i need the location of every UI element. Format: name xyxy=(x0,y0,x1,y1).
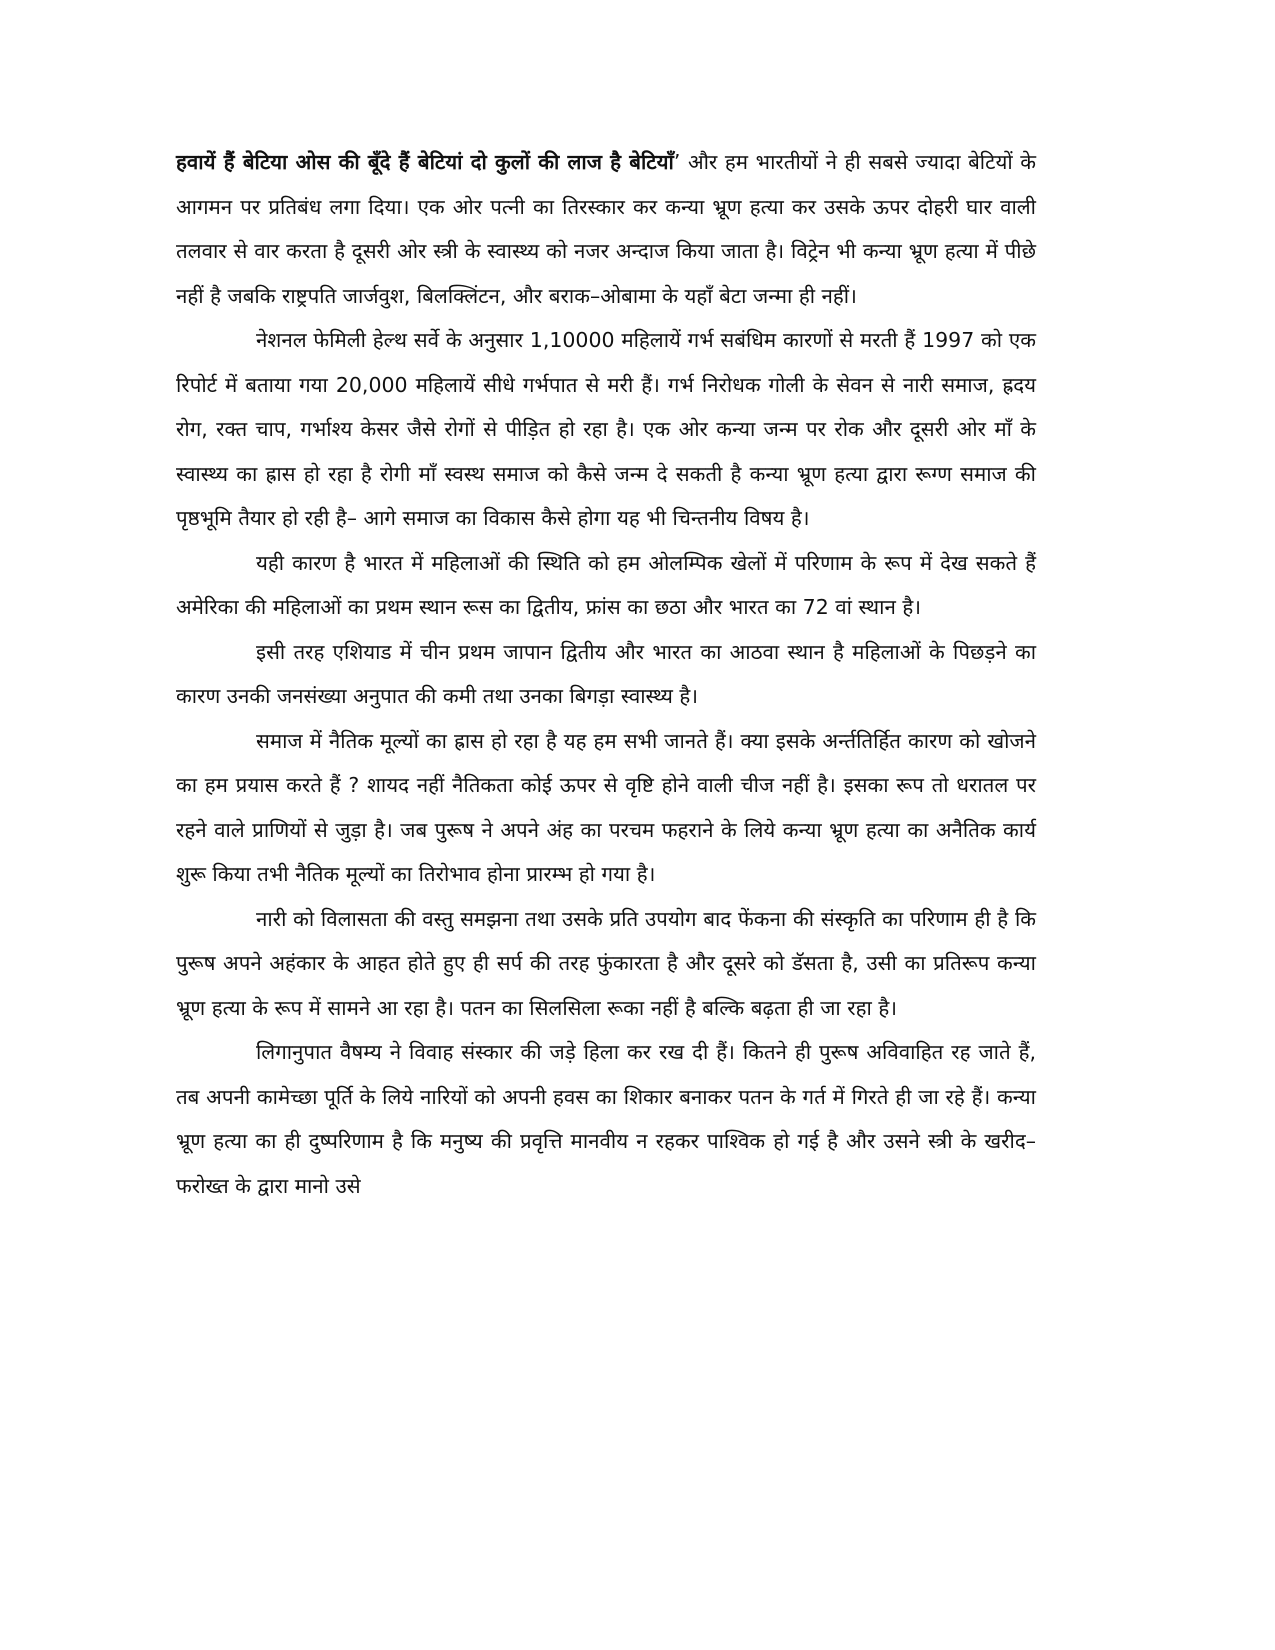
paragraph-7: लिगानुपात वैषम्य ने विवाह संस्कार की जड़े हिला कर रख दी हैं। कितने ही पुरूष अविवाहित रह जाते हैं, तब अपनी कामेच्छा पूर्ति के लिये नारियों को अपनी हवस का शिकार बनाकर पतन के गर्त में गिरते ही जा रहे हैं। कन्या भ्रूण हत्या का ही दुष्परिणाम है कि मनुष्य की प्रवृत्ति मानवीय न रहकर पाश्विक हो गई है और उसने स्त्री के खरीद–फरोख्त के द्वारा मानो उसे xyxy=(176,1040,1036,1198)
paragraph-5: समाज में नैतिक मूल्यों का ह्रास हो रहा है यह हम सभी जानते हैं। क्या इसके अर्न्ततिर्हित कारण को खोजने का हम प्रयास करते हैं ? शायद नहीं नैतिकता कोई ऊपर से वृष्टि होने वाली चीज नहीं है। इसका रूप तो धरातल पर रहने वाले प्राणियों से जुड़ा है। जब पुरूष ने अपने अंह का परचम फहराने के लिये कन्या भ्रूण हत्या का अनैतिक कार्य शुरू किया तभी नैतिक मूल्यों का तिरोभाव होना प्रारम्भ हो गया है। xyxy=(176,728,1036,886)
paragraph-1 xyxy=(176,140,1036,318)
paragraph-3: यही कारण है भारत में महिलाओं की स्थिति को हम ओलम्पिक खेलों में परिणाम के रूप में देख सकते हैं अमेरिका की महिलाओं का प्रथम स्थान रूस का द्वितीय, फ्रांस का छठा और भारत का 72 वां स्थान है। xyxy=(176,550,1036,619)
document-page xyxy=(176,140,1036,1208)
paragraph-6: नारी को विलासता की वस्तु समझना तथा उसके प्रति उपयोग बाद फेंकना की संस्कृति का परिणाम ही है कि पुरूष अपने अहंकार के आहत होते हुए ही सर्प की तरह फुंकारता है और दूसरे को डॅसता है, उसी का प्रतिरूप कन्या भ्रूण हत्या के रूप में सामने आ रहा है। पतन का सिलसिला रूका नहीं है बल्कि बढ़ता ही जा रहा है। xyxy=(176,906,1036,1020)
paragraph-1-text: ’ और हम भारतीयों ने ही सबसे ज्यादा बेटियों के आगमन पर प्रतिबंध लगा दिया। एक ओर पत्नी का तिरस्कार कर कन्या भ्रूण हत्या कर उसके ऊपर दोहरी घार वाली तलवार से वार करता है दूसरी ओर स्त्री के स्वास्थ्य को नजर अन्दाज किया जाता है। विट्रेन भी कन्या भ्रूण हत्या में पीछे नहीं है जबकि राष्ट्रपति जार्जवुश, बिलक्लिंटन, और बराक–ओबामा के यहाँ बेटा जन्मा ही नहीं। xyxy=(176,150,1037,308)
bold-lead-quote: हवायें हैं बेटिया ओस की बूँदे हैं बेटियां दो कुलों की लाज है बेटियाँ xyxy=(176,150,674,174)
paragraph-2: नेशनल फेमिली हेल्थ सर्वे के अनुसार 1,10000 महिलायें गर्भ सबंधिम कारणों से मरती हैं 1997 को एक रिपोर्ट में बताया गया 20,000 महिलायें सीधे गर्भपात से मरी हैं। गर्भ निरोधक गोली के सेवन से नारी समाज, ह्रदय रोग, रक्त चाप, गर्भाश्य केसर जैसे रोगों से पीड़ित हो रहा है। एक ओर कन्या जन्म पर रोक और दूसरी ओर माँ के स्वास्थ्य का ह्रास हो रहा है रोगी माँ स्वस्थ समाज को कैसे जन्म दे सकती है कन्या भ्रूण हत्या द्वारा रूग्ण समाज की पृष्ठभूमि तैयार हो रही है– आगे समाज का विकास कैसे होगा यह भी चिन्तनीय विषय है। xyxy=(176,328,1036,530)
paragraph-4: इसी तरह एशियाड में चीन प्रथम जापान द्वितीय और भारत का आठवा स्थान है महिलाओं के पिछड़ने का कारण उनकी जनसंख्या अनुपात की कमी तथा उनका बिगड़ा स्वास्थ्य है। xyxy=(176,639,1036,708)
